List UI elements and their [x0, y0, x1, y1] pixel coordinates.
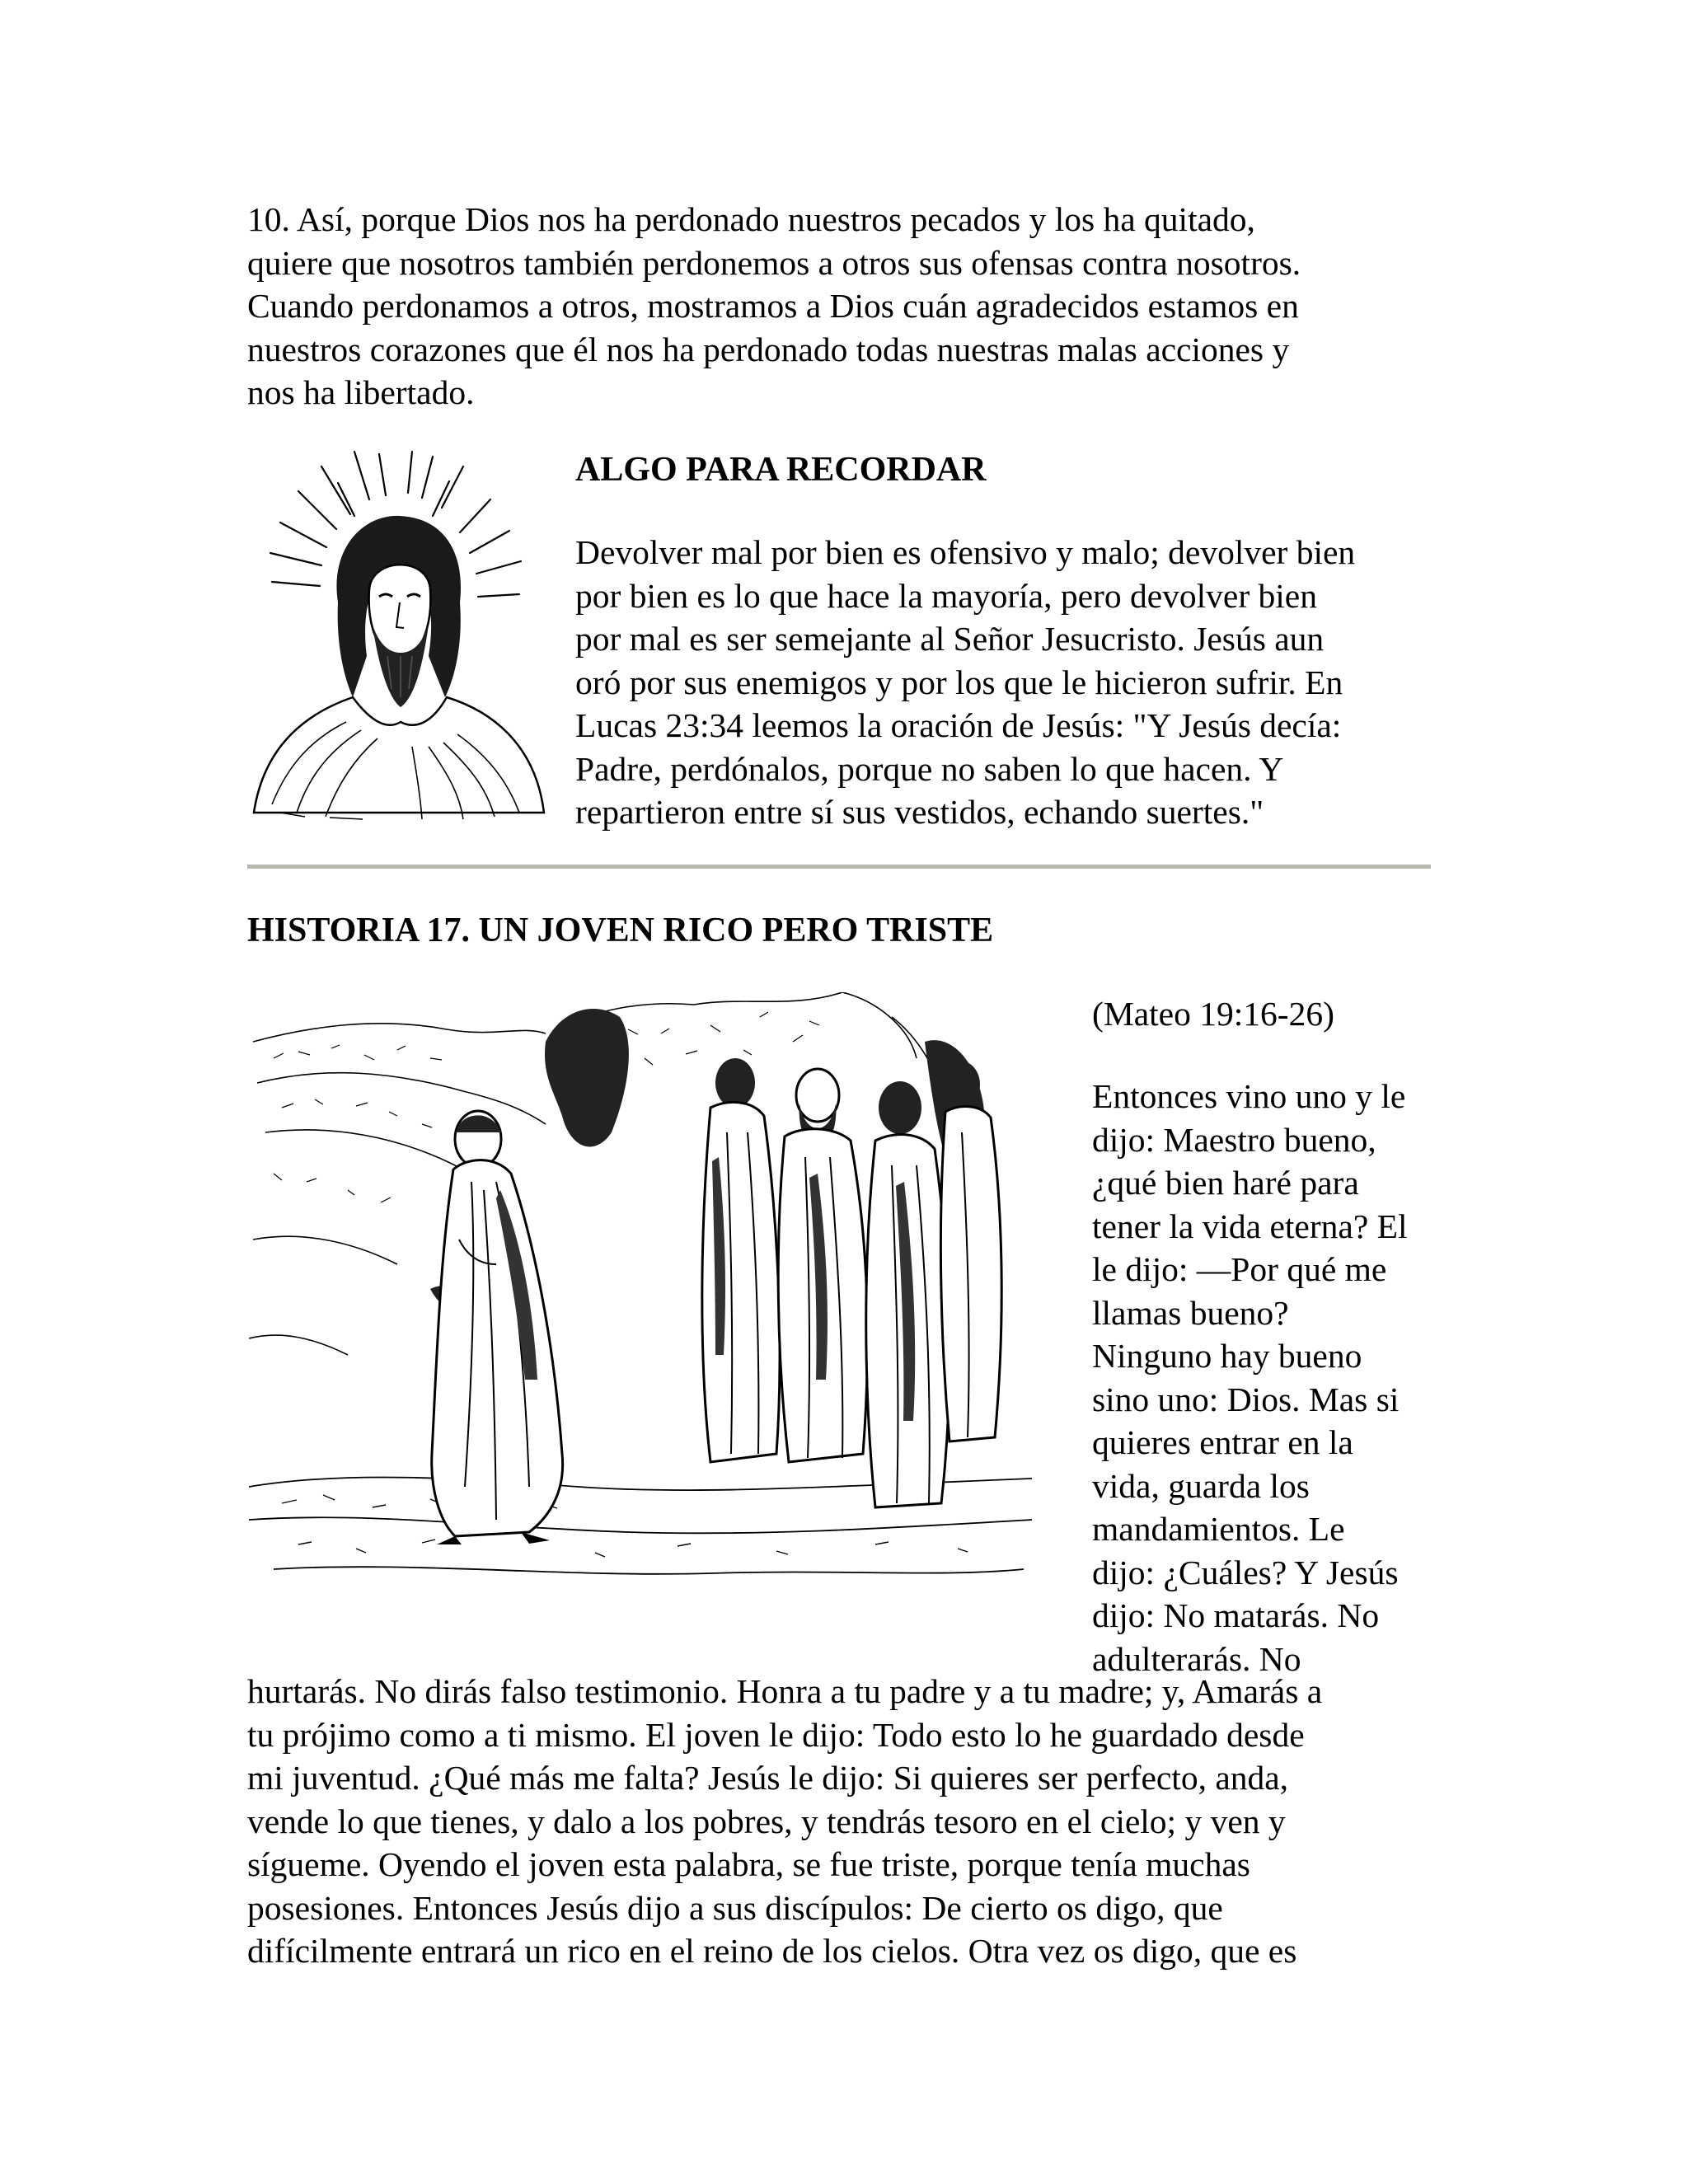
- text-line: por mal es ser semejante al Señor Jesucristo. Jesús aun: [575, 620, 1325, 658]
- text-line: Ninguno hay bueno: [1092, 1337, 1362, 1375]
- jesus-portrait-illustration: [247, 450, 552, 825]
- story-paragraph-full: [247, 1670, 1451, 1973]
- text-line: por bien es lo que hace la mayoría, pero devolver bien: [575, 576, 1317, 615]
- text-line: Lucas 23:34 leemos la oración de Jesús: "Y Jesús decía:: [575, 706, 1342, 744]
- text-line: tu prójimo como a ti mismo. El joven le dijo: Todo esto lo he guardado desde: [247, 1715, 1305, 1754]
- text-line: mi juventud. ¿Qué más me falta? Jesús le dijo: Si quieres ser perfecto, anda,: [247, 1759, 1289, 1797]
- text-line: dijo: ¿Cuáles? Y Jesús: [1092, 1553, 1399, 1591]
- text-line: Padre, perdónalos, porque no saben lo que hacen. Y: [575, 749, 1284, 788]
- text-line: oró por sus enemigos y por los que le hicieron sufrir. En: [575, 663, 1343, 701]
- text-line: Cuando perdonamos a otros, mostramos a Dios cuán agradecidos estamos en: [247, 287, 1299, 325]
- text-line: mandamientos. Le: [1092, 1510, 1345, 1548]
- text-line: nos ha libertado.: [247, 373, 475, 411]
- reference-text: (Mateo 19:16-26): [1092, 995, 1334, 1033]
- text-line: quieres entrar en la: [1092, 1423, 1353, 1461]
- text-line: llamas bueno?: [1092, 1293, 1289, 1332]
- story-paragraph-column: [1092, 1075, 1408, 1680]
- text-line: posesiones. Entonces Jesús dijo a sus discípulos: De cierto os digo, que: [247, 1888, 1223, 1927]
- story-heading: HISTORIA 17. UN JOVEN RICO PERO TRISTE: [247, 912, 994, 949]
- text-line: difícilmente entrará un rico en el reino de los cielos. Otra vez os digo, que es: [247, 1932, 1297, 1970]
- text-line: repartieron entre sí sus vestidos, echando suertes.": [575, 793, 1264, 831]
- horizontal-divider: [247, 865, 1431, 869]
- text-line: dijo: Maestro bueno,: [1092, 1120, 1376, 1159]
- text-line: 10. Así, porque Dios nos ha perdonado nuestros pecados y los ha quitado,: [247, 200, 1255, 238]
- text-line: adulterarás. No: [1092, 1639, 1301, 1678]
- text-line: hurtarás. No dirás falso testimonio. Honra a tu padre y a tu madre; y, Amarás a: [247, 1672, 1323, 1710]
- scripture-reference: [1092, 992, 1334, 1036]
- text-line: quiere que nosotros también perdonemos a otros sus ofensas contra nosotros.: [247, 243, 1301, 282]
- text-line: sígueme. Oyendo el joven esta palabra, se fue triste, porque tenía muchas: [247, 1845, 1250, 1883]
- rich-young-man-illustration: [249, 992, 1036, 1602]
- text-line: nuestros corazones que él nos ha perdonado todas nuestras malas acciones y: [247, 330, 1290, 368]
- paragraph-10: [247, 198, 1451, 415]
- text-line: ¿qué bien haré para: [1092, 1164, 1359, 1202]
- section-heading: ALGO PARA RECORDAR: [575, 451, 987, 489]
- text-line: dijo: No matarás. No: [1092, 1596, 1380, 1634]
- text-line: vida, guarda los: [1092, 1466, 1310, 1505]
- text-line: tener la vida eterna? El: [1092, 1207, 1408, 1245]
- text-line: Entonces vino uno y le: [1092, 1077, 1406, 1115]
- text-line: sino uno: Dios. Mas si: [1092, 1380, 1400, 1418]
- text-line: Devolver mal por bien es ofensivo y malo; devolver bien: [575, 533, 1356, 571]
- remember-paragraph: [575, 531, 1449, 834]
- text-line: vende lo que tienes, y dalo a los pobres, y tendrás tesoro en el cielo; y ven y: [247, 1802, 1286, 1840]
- text-line: le dijo: —Por qué me: [1092, 1250, 1387, 1288]
